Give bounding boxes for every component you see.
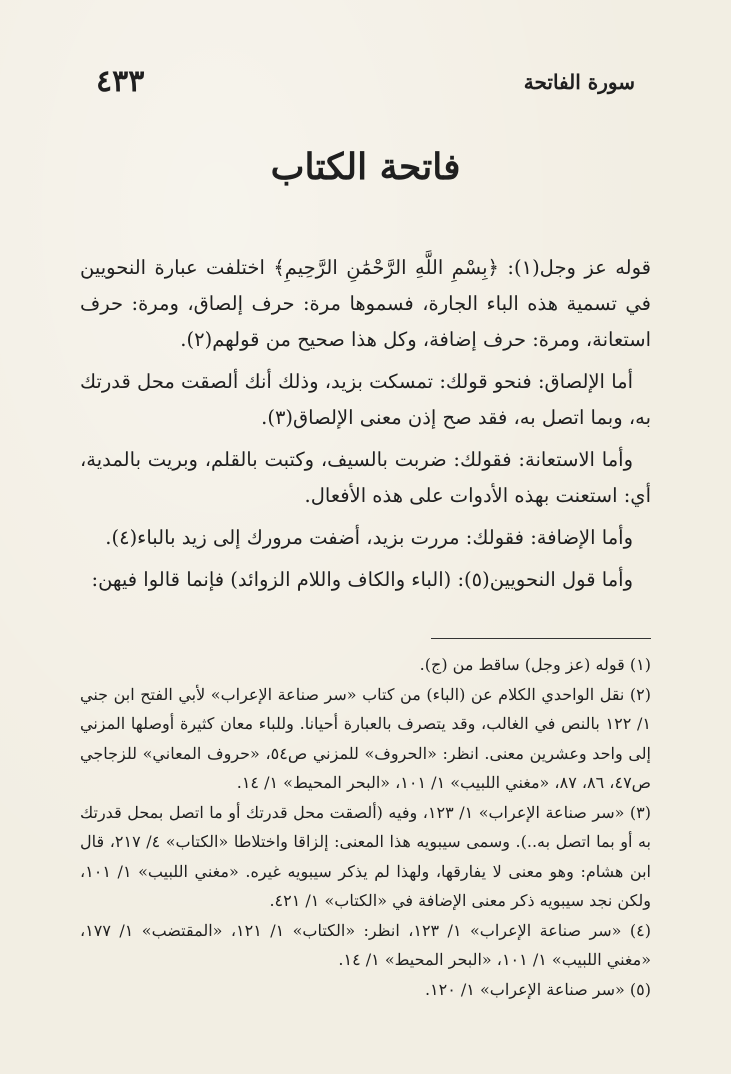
footnote-separator	[431, 638, 651, 639]
paragraph: وأما الإضافة: فقولك: مررت بزيد، أضفت مرورك إلى زيد بالباء(٤).	[105, 526, 633, 549]
footnote-1: (١) قوله (عز وجل) ساقط من (ج).	[419, 655, 651, 674]
footnote-4: (٤) «سر صناعة الإعراب» ١/ ١٢٣، انظر: «الكتاب» ١/ ١٢١، «المقتضب» ١/ ١٧٧، «مغني اللبيب» ١/ ١٠١، «البحر المحيط» ١/ ١٤.	[80, 920, 651, 969]
footnotes	[80, 650, 651, 1004]
main-text	[80, 250, 651, 604]
paragraph: قوله عز وجل(١): ﴿بِسْمِ اللَّهِ الرَّحْمَٰنِ الرَّحِيمِ﴾ اختلفت عبارة النحويين في تسمية هذه الباء الجارة، فسموها مرة: حرف إلصاق، ومرة: حرف استعانة، ومرة: حرف إضافة، وكل هذا صحيح من قولهم(٢).	[80, 256, 651, 351]
paragraph: وأما قول النحويين(٥): (الباء والكاف واللام الزوائد) فإنما قالوا فيهن:	[91, 568, 633, 591]
running-title: سورة الفاتحة	[523, 70, 635, 94]
footnote-3: (٣) «سر صناعة الإعراب» ١/ ١٢٣، وفيه (ألصقت محل قدرتك أو ما اتصل بمحل قدرتك به أو بما اتصل به..). وسمى سيبويه هذا المعنى: إلزاقا واختلاطا «الكتاب» ٤/ ٢١٧، قال ابن هشام: وهو معنى لا يفارقها، ولهذا لم يذكر سيبويه غيره. «مغني اللبيب» ١/ ١٠١، ولكن نجد سيبويه ذكر معنى الإضافة في «الكتاب» ١/ ٤٢١.	[80, 802, 652, 910]
section-title: فاتحة الكتاب	[270, 146, 461, 188]
footnote-5: (٥) «سر صناعة الإعراب» ١/ ١٢٠.	[424, 979, 651, 999]
paragraph: وأما الاستعانة: فقولك: ضربت بالسيف، وكتبت بالقلم، وبريت بالمدية، أي: استعنت بهذه الأدوات على هذه الأفعال.	[80, 448, 651, 507]
paragraph: أما الإلصاق: فنحو قولك: تمسكت بزيد، وذلك أنك ألصقت محل قدرتك به، وبما اتصل به، فقد صح إذن معنى الإلصاق(٣).	[80, 370, 651, 429]
page-number: ٤٣٣	[96, 64, 145, 99]
page-header	[96, 64, 635, 104]
footnote-2: (٢) نقل الواحدي الكلام عن (الباء) من كتاب «سر صناعة الإعراب» لأبي الفتح ابن جني ١/ ١٢٢ بالنص في الغالب، وقد يتصرف بالعبارة أحيانا. وللباء معان كثيرة أوصلها المزني إلى واحد وعشرين معنى. انظر: «الحروف» للمزني ص٥٤، «حروف المعاني» للزجاجي ص٤٧، ٨٦، ٨٧، «مغني اللبيب» ١/ ١٠١، «البحر المحيط» ١/ ١٤.	[80, 684, 652, 792]
